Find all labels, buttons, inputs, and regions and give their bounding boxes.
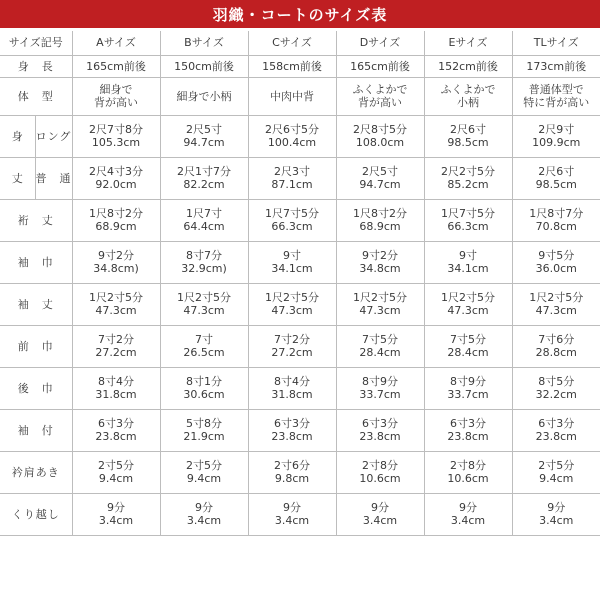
cell-line: 9寸	[459, 249, 477, 262]
table-cell	[512, 199, 600, 241]
cell-line: 8寸9分	[362, 375, 398, 388]
cell-line: 1尺7寸5分	[265, 207, 319, 220]
cell-line: 47.3cm	[359, 304, 401, 317]
table-cell	[160, 493, 248, 535]
cell-line: 1尺2寸5分	[89, 291, 143, 304]
table-cell	[72, 115, 160, 157]
cell-line: 34.1cm	[447, 262, 489, 275]
table-cell	[512, 325, 600, 367]
cell-line: 2寸6分	[274, 459, 310, 472]
size-header-d: Dサイズ	[336, 31, 424, 55]
row-label: 普 通	[35, 157, 72, 199]
table-cell	[424, 409, 512, 451]
cell-line: 2尺6寸5分	[265, 123, 319, 136]
cell-line: ふくよかで	[352, 83, 408, 96]
cell-line: 23.8cm	[447, 430, 489, 443]
cell-line: 2尺7寸8分	[89, 123, 143, 136]
cell-line: 9分	[107, 501, 125, 514]
cell-line: 7寸	[195, 333, 213, 346]
table-row	[0, 367, 600, 409]
row-label: 裄 丈	[0, 199, 72, 241]
cell-line: 26.5cm	[183, 346, 225, 359]
table-row	[0, 325, 600, 367]
cell-line: 9.4cm	[186, 472, 222, 485]
length-group-label-top: 身	[0, 115, 35, 157]
cell-line: 10.6cm	[359, 472, 401, 485]
table-cell: 165cm前後	[72, 55, 160, 77]
cell-line: 23.8cm	[535, 430, 577, 443]
cell-line: 3.4cm	[186, 514, 222, 527]
cell-line: 98.5cm	[535, 178, 577, 191]
cell-line: 34.8cm	[359, 262, 401, 275]
table-cell	[424, 241, 512, 283]
cell-line: 68.9cm	[359, 220, 401, 233]
table-cell	[248, 157, 336, 199]
table-cell	[336, 409, 424, 451]
table-row	[0, 409, 600, 451]
cell-line: 7寸5分	[450, 333, 486, 346]
table-cell: 165cm前後	[336, 55, 424, 77]
table-cell	[72, 409, 160, 451]
size-table	[0, 31, 600, 536]
table-cell	[336, 77, 424, 115]
table-cell	[336, 199, 424, 241]
cell-line: 34.1cm	[271, 262, 313, 275]
cell-line: 8寸4分	[98, 375, 134, 388]
cell-line: 2尺4寸3分	[89, 165, 143, 178]
cell-line: 28.4cm	[359, 346, 401, 359]
table-cell	[512, 157, 600, 199]
table-row	[0, 77, 600, 115]
cell-line: 28.4cm	[447, 346, 489, 359]
cell-line: 47.3cm	[271, 304, 313, 317]
table-cell	[336, 493, 424, 535]
cell-line: 特に背が高い	[523, 96, 590, 109]
cell-line: 1尺7寸	[186, 207, 222, 220]
table-cell	[424, 77, 512, 115]
cell-line: 2尺2寸5分	[441, 165, 495, 178]
table-cell	[248, 493, 336, 535]
cell-line: 小柄	[457, 96, 479, 109]
table-cell	[72, 325, 160, 367]
table-cell	[72, 451, 160, 493]
cell-line: 108.0cm	[355, 136, 405, 149]
row-label: 体 型	[0, 77, 72, 115]
cell-line: 33.7cm	[359, 388, 401, 401]
cell-line: 98.5cm	[447, 136, 489, 149]
cell-line: 2尺3寸	[274, 165, 310, 178]
cell-line: 背が高い	[94, 96, 138, 109]
cell-line: 7寸5分	[362, 333, 398, 346]
cell-line: 30.6cm	[183, 388, 225, 401]
cell-line: 36.0cm	[535, 262, 577, 275]
cell-line: 9分	[459, 501, 477, 514]
cell-line: 1尺7寸5分	[441, 207, 495, 220]
row-label: くり越し	[0, 493, 72, 535]
cell-line: 2寸5分	[538, 459, 575, 472]
table-cell	[248, 451, 336, 493]
cell-line: 普通体型で	[528, 83, 584, 96]
table-row	[0, 493, 600, 535]
cell-line: 1尺2寸5分	[529, 291, 584, 304]
cell-line: 21.9cm	[183, 430, 225, 443]
cell-line: 3.4cm	[539, 514, 574, 527]
cell-line: 2寸8分	[362, 459, 398, 472]
cell-line: 1尺8寸2分	[89, 207, 143, 220]
size-header-e: Eサイズ	[424, 31, 512, 55]
table-row	[0, 283, 600, 325]
table-cell	[336, 115, 424, 157]
cell-line: 7寸6分	[538, 333, 575, 346]
cell-line: 8寸9分	[450, 375, 486, 388]
cell-line: 2寸5分	[186, 459, 222, 472]
cell-line: 6寸3分	[274, 417, 310, 430]
cell-line: 34.8cm)	[93, 262, 139, 275]
cell-line: 2尺9寸	[538, 123, 575, 136]
table-cell	[160, 115, 248, 157]
table-cell	[72, 283, 160, 325]
cell-line: 100.4cm	[267, 136, 317, 149]
cell-line: 6寸3分	[98, 417, 134, 430]
cell-line: 1尺2寸5分	[177, 291, 231, 304]
table-row	[0, 451, 600, 493]
size-header-a: Aサイズ	[72, 31, 160, 55]
cell-line: 9分	[195, 501, 213, 514]
row-label: 衿肩あき	[0, 451, 72, 493]
cell-line: 31.8cm	[271, 388, 313, 401]
table-cell	[336, 325, 424, 367]
cell-line: 66.3cm	[447, 220, 489, 233]
table-cell	[512, 241, 600, 283]
table-cell: 158cm前後	[248, 55, 336, 77]
cell-line: 6寸3分	[538, 417, 575, 430]
cell-line: 1尺2寸5分	[265, 291, 319, 304]
table-cell	[248, 199, 336, 241]
cell-line: 9分	[283, 501, 301, 514]
table-row	[0, 199, 600, 241]
length-group-label-bottom: 丈	[0, 157, 35, 199]
cell-line: 1尺2寸5分	[353, 291, 407, 304]
table-cell	[424, 157, 512, 199]
table-cell	[248, 115, 336, 157]
table-row	[0, 115, 600, 157]
cell-line: 64.4cm	[183, 220, 225, 233]
cell-line: 109.9cm	[532, 136, 581, 149]
table-cell	[72, 493, 160, 535]
cell-line: 82.2cm	[183, 178, 225, 191]
table-cell	[160, 77, 248, 115]
cell-line: 9寸2分	[362, 249, 398, 262]
cell-line: 66.3cm	[271, 220, 313, 233]
table-cell	[248, 77, 336, 115]
cell-line: 68.9cm	[95, 220, 137, 233]
table-cell: 152cm前後	[424, 55, 512, 77]
cell-line: 3.4cm	[274, 514, 310, 527]
cell-line: 2尺5寸	[186, 123, 222, 136]
cell-line: 3.4cm	[362, 514, 398, 527]
row-label: 身 長	[0, 55, 72, 77]
cell-line: 1尺8寸7分	[529, 207, 584, 220]
cell-line: 6寸3分	[362, 417, 398, 430]
table-header-row	[0, 31, 600, 55]
cell-line: 中肉中背	[270, 89, 314, 103]
table-cell: 150cm前後	[160, 55, 248, 77]
cell-line: 1尺2寸5分	[441, 291, 495, 304]
table-cell	[336, 241, 424, 283]
table-cell	[424, 115, 512, 157]
size-header-b: Bサイズ	[160, 31, 248, 55]
row-label: 前 巾	[0, 325, 72, 367]
cell-line: 8寸1分	[186, 375, 222, 388]
cell-line: 1尺8寸2分	[353, 207, 407, 220]
cell-line: 細身で	[99, 83, 133, 96]
table-cell	[72, 241, 160, 283]
cell-line: 細身で小柄	[176, 89, 232, 103]
cell-line: 105.3cm	[91, 136, 141, 149]
table-cell	[160, 199, 248, 241]
cell-line: 8寸7分	[186, 249, 222, 262]
cell-line: 9分	[547, 501, 566, 514]
table-cell	[160, 367, 248, 409]
cell-line: 3.4cm	[450, 514, 486, 527]
table-cell	[336, 367, 424, 409]
table-row	[0, 157, 600, 199]
cell-line: 27.2cm	[271, 346, 313, 359]
table-cell	[72, 199, 160, 241]
cell-line: 2尺5寸	[362, 165, 398, 178]
cell-line: 9分	[371, 501, 389, 514]
cell-line: 27.2cm	[95, 346, 137, 359]
table-row	[0, 241, 600, 283]
cell-line: 6寸3分	[450, 417, 486, 430]
cell-line: 32.9cm)	[181, 262, 227, 275]
table-cell	[160, 325, 248, 367]
table-cell	[512, 451, 600, 493]
table-cell	[248, 367, 336, 409]
row-label: 袖 付	[0, 409, 72, 451]
cell-line: 23.8cm	[95, 430, 137, 443]
cell-line: 2寸8分	[450, 459, 486, 472]
cell-line: 2尺6寸	[450, 123, 486, 136]
table-cell	[512, 115, 600, 157]
table-cell	[248, 283, 336, 325]
table-cell	[72, 157, 160, 199]
table-cell	[512, 283, 600, 325]
cell-line: 32.2cm	[535, 388, 577, 401]
table-cell	[160, 409, 248, 451]
cell-line: 94.7cm	[183, 136, 225, 149]
table-cell	[424, 451, 512, 493]
cell-line: 94.7cm	[359, 178, 401, 191]
cell-line: 2寸5分	[98, 459, 134, 472]
size-header-tl: TLサイズ	[512, 31, 600, 55]
cell-line: 47.3cm	[95, 304, 137, 317]
page-title: 羽織・コートのサイズ表	[0, 0, 600, 28]
row-label: 後 巾	[0, 367, 72, 409]
row-label: ロング	[35, 115, 72, 157]
cell-line: 2尺8寸5分	[353, 123, 407, 136]
size-header-c: Cサイズ	[248, 31, 336, 55]
table-cell	[424, 199, 512, 241]
cell-line: 70.8cm	[535, 220, 577, 233]
cell-line: 87.1cm	[271, 178, 313, 191]
cell-line: 28.8cm	[535, 346, 577, 359]
table-cell	[512, 367, 600, 409]
cell-line: 31.8cm	[95, 388, 137, 401]
cell-line: 2尺6寸	[538, 165, 575, 178]
table-cell	[336, 157, 424, 199]
cell-line: 7寸2分	[98, 333, 134, 346]
size-code-header: サイズ記号	[0, 31, 72, 55]
table-cell	[160, 283, 248, 325]
table-cell	[248, 325, 336, 367]
row-label: 袖 丈	[0, 283, 72, 325]
cell-line: 23.8cm	[359, 430, 401, 443]
cell-line: 背が高い	[358, 96, 402, 109]
table-cell	[336, 451, 424, 493]
table-cell	[424, 283, 512, 325]
cell-line: 47.3cm	[535, 304, 577, 317]
cell-line: 2尺1寸7分	[177, 165, 231, 178]
cell-line: 9.4cm	[539, 472, 574, 485]
table-cell	[512, 77, 600, 115]
cell-line: 47.3cm	[447, 304, 489, 317]
cell-line: 8寸5分	[538, 375, 575, 388]
cell-line: 85.2cm	[447, 178, 489, 191]
table-cell	[512, 409, 600, 451]
table-cell	[160, 157, 248, 199]
cell-line: 47.3cm	[183, 304, 225, 317]
cell-line: 7寸2分	[274, 333, 310, 346]
cell-line: 33.7cm	[447, 388, 489, 401]
table-cell	[72, 77, 160, 115]
table-cell	[424, 493, 512, 535]
cell-line: 92.0cm	[95, 178, 137, 191]
table-cell	[512, 493, 600, 535]
cell-line: 3.4cm	[98, 514, 134, 527]
table-cell	[424, 325, 512, 367]
table-cell	[336, 283, 424, 325]
table-cell	[424, 367, 512, 409]
table-row	[0, 55, 600, 77]
cell-line: 9.4cm	[98, 472, 134, 485]
table-cell: 173cm前後	[512, 55, 600, 77]
table-cell	[72, 367, 160, 409]
cell-line: 10.6cm	[447, 472, 489, 485]
table-cell	[248, 241, 336, 283]
table-cell	[160, 241, 248, 283]
cell-line: 8寸4分	[274, 375, 310, 388]
cell-line: 9寸2分	[98, 249, 134, 262]
table-cell	[160, 451, 248, 493]
cell-line: 23.8cm	[271, 430, 313, 443]
cell-line: 5寸8分	[186, 417, 222, 430]
table-cell	[248, 409, 336, 451]
row-label: 袖 巾	[0, 241, 72, 283]
cell-line: 9寸5分	[538, 249, 575, 262]
cell-line: ふくよかで	[440, 83, 496, 96]
cell-line: 9.8cm	[274, 472, 310, 485]
cell-line: 9寸	[283, 249, 301, 262]
